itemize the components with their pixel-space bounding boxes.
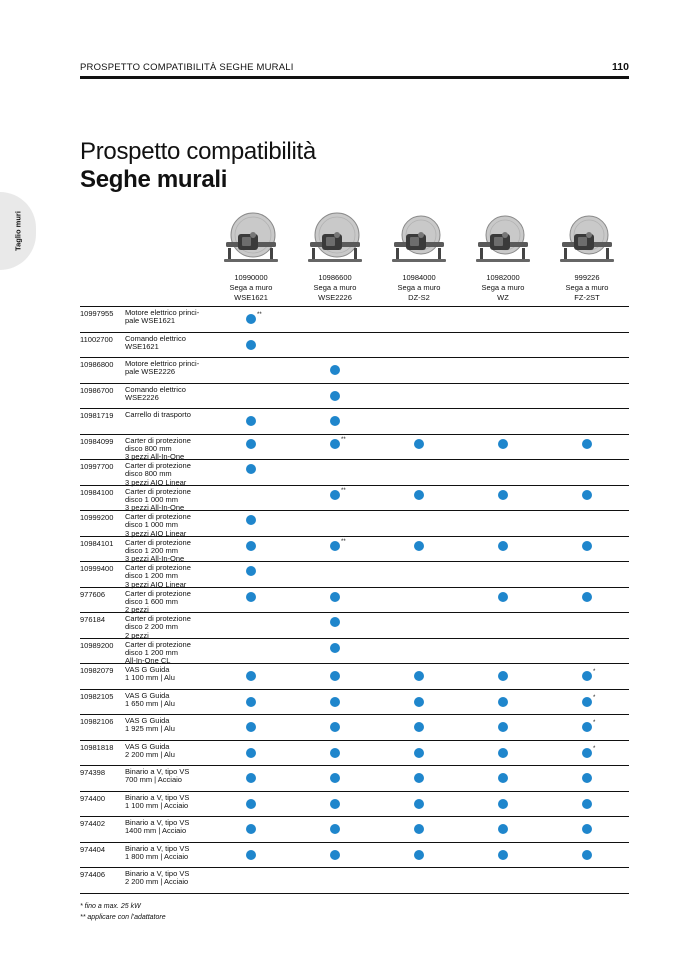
compatibility-dot — [246, 464, 256, 474]
article-code: 974398 — [80, 768, 106, 777]
compatibility-dot — [330, 671, 340, 681]
product-code: 10984000 — [402, 273, 436, 282]
description-line: Comando elettrico — [125, 384, 186, 394]
description-line: 2 pezzi — [125, 630, 149, 640]
article-description — [125, 819, 225, 836]
description-line: All-In-One CL — [125, 656, 171, 666]
product-model: FZ-2ST — [574, 293, 600, 302]
compatibility-dot — [246, 773, 256, 783]
description-line: 700 mm | Acciaio — [125, 775, 182, 785]
compatibility-dot — [246, 824, 256, 834]
description-line: VAS G Guida — [125, 665, 170, 674]
description-line: 1 100 mm | Alu — [125, 673, 175, 683]
compatibility-dot — [414, 722, 424, 732]
table-row — [80, 639, 629, 665]
article-description — [125, 539, 225, 564]
description-line: VAS G Guida — [125, 690, 170, 700]
article-description — [125, 615, 225, 640]
description-line: 2 pezzi — [125, 605, 149, 615]
article-description — [125, 462, 225, 487]
description-line: Motore elettrico princi- — [125, 359, 200, 368]
product-code: 10982000 — [486, 273, 520, 282]
compatibility-dot — [498, 850, 508, 860]
header-title: PROSPETTO COMPATIBILITÀ SEGHE MURALI — [80, 62, 294, 73]
table-row — [80, 358, 629, 384]
article-code: 10997955 — [80, 309, 114, 318]
description-line: Carrello di trasporto — [125, 410, 191, 419]
description-line: disco 1 200 mm — [125, 545, 178, 555]
compatibility-dot — [330, 391, 340, 401]
page-subtitle: Seghe murali — [80, 166, 228, 193]
description-line: Carter di protezione — [125, 537, 191, 547]
compatibility-dot — [498, 439, 508, 449]
compatibility-dot — [330, 365, 340, 375]
description-line: 3 pezzi AIO Linear — [125, 579, 187, 589]
description-line: Binario a V, tipo VS — [125, 792, 190, 802]
article-description — [125, 666, 225, 683]
compatibility-dot — [498, 541, 508, 551]
description-line: Carter di protezione — [125, 486, 191, 496]
article-code: 10986800 — [80, 360, 114, 369]
description-line: 2 200 mm | Alu — [125, 749, 175, 759]
product-column — [295, 210, 375, 303]
compatibility-dot — [246, 799, 256, 809]
wall-saw-image — [388, 210, 450, 272]
compatibility-dot — [498, 592, 508, 602]
description-line: 3 pezzi AIO Linear — [125, 477, 187, 487]
compatibility-dot — [246, 515, 256, 525]
article-code: 974404 — [80, 844, 106, 854]
product-column — [211, 210, 291, 303]
description-line: Carter di protezione — [125, 614, 191, 623]
article-code: 10984099 — [80, 436, 114, 446]
description-line: pale WSE1621 — [125, 316, 176, 326]
footnote-marker: * — [593, 694, 596, 701]
article-code: 10989200 — [80, 640, 114, 650]
compatibility-dot — [498, 490, 508, 500]
article-description — [125, 335, 225, 352]
compatibility-dot — [582, 439, 592, 449]
compatibility-dot — [246, 340, 256, 350]
footnote-marker: * — [593, 745, 596, 752]
article-code: 977606 — [80, 589, 106, 599]
compatibility-dot — [498, 773, 508, 783]
description-line: Binario a V, tipo VS — [125, 767, 190, 776]
product-column — [463, 210, 543, 303]
footnote-2: ** applicare con l’adattatore — [80, 913, 166, 921]
compatibility-dot — [414, 697, 424, 707]
article-code: 10982105 — [80, 691, 114, 701]
article-description — [125, 845, 225, 862]
description-line: VAS G Guida — [125, 741, 170, 751]
description-line: Binario a V, tipo VS — [125, 843, 190, 853]
compatibility-dot — [414, 748, 424, 758]
compatibility-dot — [498, 697, 508, 707]
compatibility-dot — [330, 643, 340, 653]
description-line: disco 1 000 mm — [125, 520, 178, 530]
compatibility-dot — [246, 439, 256, 449]
description-line: Carter di protezione — [125, 461, 191, 470]
article-description — [125, 411, 225, 419]
table-row — [80, 741, 629, 767]
article-code: 974406 — [80, 870, 106, 879]
compatibility-dot — [246, 697, 256, 707]
article-code: 10986700 — [80, 385, 114, 395]
wall-saw-image — [304, 210, 366, 272]
compatibility-dot — [246, 314, 256, 324]
article-code: 976184 — [80, 615, 106, 624]
article-description — [125, 590, 225, 615]
footnote-marker: ** — [257, 312, 262, 318]
description-line: 3 pezzi All-In-One — [125, 452, 185, 462]
description-line: Binario a V, tipo VS — [125, 869, 190, 878]
compatibility-dot — [498, 799, 508, 809]
table-row — [80, 384, 629, 410]
article-code: 10982106 — [80, 717, 114, 726]
compatibility-dot — [414, 824, 424, 834]
compatibility-dot — [330, 439, 340, 449]
product-model: WZ — [497, 293, 509, 302]
description-line: 1 650 mm | Alu — [125, 698, 175, 708]
compatibility-dot — [414, 850, 424, 860]
compatibility-dot — [246, 566, 256, 576]
table-row — [80, 690, 629, 716]
compatibility-dot — [246, 722, 256, 732]
compatibility-dot — [330, 416, 340, 426]
description-line: WSE1621 — [125, 341, 159, 351]
description-line: disco 1 000 mm — [125, 494, 178, 504]
article-description — [125, 309, 225, 326]
footnote-marker: ** — [341, 538, 346, 545]
table-row — [80, 333, 629, 359]
compatibility-dot — [330, 592, 340, 602]
table-row — [80, 511, 629, 537]
table-row — [80, 715, 629, 741]
product-type: Sega a muro — [481, 283, 525, 292]
description-line: WSE2226 — [125, 392, 159, 402]
table-row — [80, 537, 629, 563]
footnote-1: * fino a max. 25 kW — [80, 903, 141, 910]
description-line: 1400 mm | Acciaio — [125, 826, 187, 836]
article-code: 11002700 — [80, 334, 113, 344]
compatibility-dot — [246, 592, 256, 602]
product-model: WSE1621 — [234, 293, 268, 302]
description-line: disco 1 600 mm — [125, 596, 178, 606]
description-line: Carter di protezione — [125, 512, 191, 521]
table-row — [80, 792, 629, 818]
compatibility-dot — [582, 592, 592, 602]
compatibility-dot — [498, 722, 508, 732]
compatibility-dot — [582, 541, 592, 551]
description-line: 3 pezzi AIO Linear — [125, 528, 187, 538]
table-row — [80, 409, 629, 435]
table-row — [80, 562, 629, 588]
description-line: 2 200 mm | Acciaio — [125, 877, 189, 887]
compatibility-dot — [330, 697, 340, 707]
compatibility-dot — [582, 850, 592, 860]
compatibility-dot — [414, 541, 424, 551]
article-description — [125, 564, 225, 589]
compatibility-dot — [330, 799, 340, 809]
wall-saw-image — [220, 210, 282, 272]
wall-saw-image — [472, 210, 534, 272]
table-row — [80, 613, 629, 639]
compatibility-dot — [582, 799, 592, 809]
article-description — [125, 360, 225, 377]
table-row — [80, 307, 629, 333]
product-column — [547, 210, 627, 303]
compatibility-dot — [414, 671, 424, 681]
compatibility-dot — [582, 722, 592, 732]
compatibility-dot — [330, 722, 340, 732]
product-model: DZ-S2 — [408, 293, 430, 302]
article-code: 10984101 — [80, 538, 114, 548]
table-row — [80, 868, 629, 894]
compatibility-dot — [330, 850, 340, 860]
compatibility-dot — [414, 799, 424, 809]
compatibility-dot — [246, 671, 256, 681]
article-description — [125, 743, 225, 760]
compatibility-dot — [498, 748, 508, 758]
compatibility-dot — [246, 850, 256, 860]
article-code: 10982079 — [80, 666, 114, 675]
compatibility-dot — [582, 748, 592, 758]
product-type: Sega a muro — [397, 283, 441, 292]
article-code: 10984100 — [80, 487, 114, 497]
article-description — [125, 641, 225, 666]
table-row — [80, 435, 629, 461]
description-line: Carter di protezione — [125, 563, 191, 572]
compatibility-dot — [246, 541, 256, 551]
product-code: 10990000 — [234, 273, 268, 282]
page-number: 110 — [612, 61, 629, 73]
compatibility-dot — [498, 671, 508, 681]
table-row — [80, 664, 629, 690]
compatibility-dot — [330, 773, 340, 783]
description-line: Carter di protezione — [125, 588, 191, 598]
article-description — [125, 768, 225, 785]
product-code: 999226 — [574, 273, 600, 282]
article-description — [125, 437, 225, 462]
compatibility-dot — [330, 541, 340, 551]
article-description — [125, 488, 225, 513]
table-row — [80, 817, 629, 843]
footnotes — [80, 902, 166, 923]
compatibility-dot — [330, 824, 340, 834]
article-code: 10981719 — [80, 411, 114, 420]
header-rule — [80, 76, 629, 79]
compatibility-dot — [582, 490, 592, 500]
compatibility-dot — [330, 748, 340, 758]
article-description — [125, 386, 225, 403]
description-line: 3 pezzi All-In-One — [125, 503, 185, 513]
table-row — [80, 588, 629, 614]
article-code: 974400 — [80, 793, 106, 803]
description-line: 1 100 mm | Acciaio — [125, 800, 189, 810]
table-row — [80, 766, 629, 792]
article-code: 10981818 — [80, 742, 114, 752]
description-line: Binario a V, tipo VS — [125, 818, 190, 827]
article-code: 10997700 — [80, 462, 114, 471]
description-line: Comando elettrico — [125, 333, 186, 343]
table-row — [80, 460, 629, 486]
compatibility-dot — [414, 439, 424, 449]
section-tab-label: Taglio muri — [13, 211, 23, 251]
product-column — [379, 210, 459, 303]
article-code: 10999400 — [80, 564, 114, 573]
description-line: 1 925 mm | Alu — [125, 724, 175, 734]
description-line: disco 800 mm — [125, 443, 172, 453]
compatibility-dot — [582, 773, 592, 783]
compatibility-dot — [582, 824, 592, 834]
article-description — [125, 870, 225, 887]
article-description — [125, 692, 225, 709]
article-description — [125, 794, 225, 811]
footnote-marker: * — [593, 720, 596, 726]
description-line: disco 2 200 mm — [125, 622, 178, 632]
compatibility-dot — [246, 416, 256, 426]
article-code: 10999200 — [80, 513, 114, 522]
table-row — [80, 486, 629, 512]
compatibility-dot — [246, 748, 256, 758]
product-type: Sega a muro — [229, 283, 273, 292]
compatibility-dot — [582, 697, 592, 707]
footnote-marker: ** — [341, 436, 346, 443]
description-line: Carter di protezione — [125, 435, 191, 445]
product-type: Sega a muro — [313, 283, 357, 292]
description-line: disco 800 mm — [125, 469, 172, 479]
product-model: WSE2226 — [318, 293, 352, 302]
footnote-marker: * — [593, 669, 596, 675]
description-line: 3 pezzi All-In-One — [125, 554, 185, 564]
page-title: Prospetto compatibilità — [80, 138, 316, 165]
article-description — [125, 717, 225, 734]
compatibility-dot — [498, 824, 508, 834]
product-type: Sega a muro — [565, 283, 609, 292]
description-line: Motore elettrico princi- — [125, 308, 200, 317]
description-line: VAS G Guida — [125, 716, 170, 725]
compatibility-dot — [330, 490, 340, 500]
description-line: Carter di protezione — [125, 639, 191, 649]
description-line: disco 1 200 mm — [125, 571, 178, 581]
footnote-marker: ** — [341, 487, 346, 494]
article-description — [125, 513, 225, 538]
description-line: 1 800 mm | Acciaio — [125, 851, 189, 861]
description-line: pale WSE2226 — [125, 367, 176, 377]
compatibility-dot — [330, 617, 340, 627]
description-line: disco 1 200 mm — [125, 647, 178, 657]
compatibility-dot — [414, 773, 424, 783]
table-row — [80, 843, 629, 869]
article-code: 974402 — [80, 819, 106, 828]
compatibility-dot — [414, 490, 424, 500]
compatibility-dot — [582, 671, 592, 681]
product-code: 10986600 — [318, 273, 352, 282]
wall-saw-image — [556, 210, 618, 272]
